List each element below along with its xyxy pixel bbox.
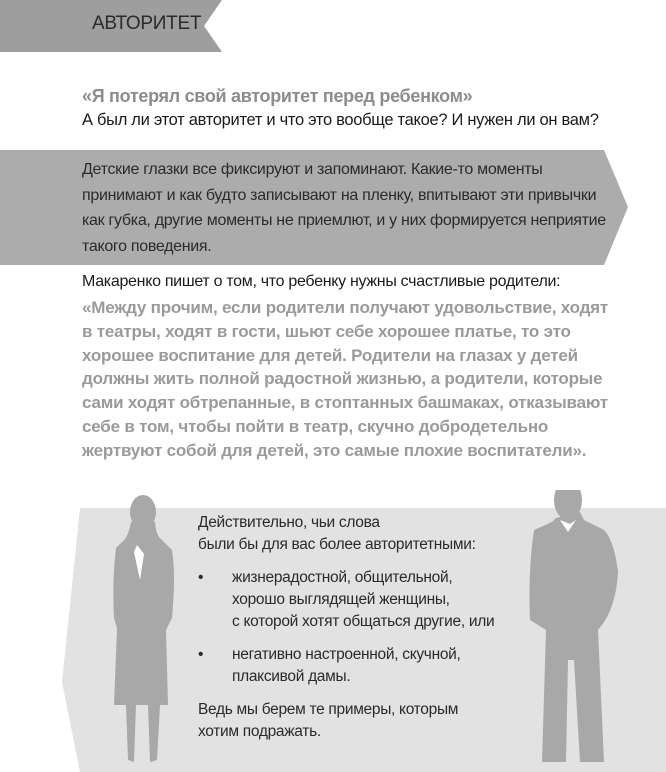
makarenko-lead: Макаренко пишет о том, что ребенку нужны счастливые родители: xyxy=(82,273,561,290)
bullet-line: плаксивой дамы. xyxy=(232,668,351,685)
conclusion-line: Ведь мы берем те примеры, которым xyxy=(198,701,459,718)
section-title: АВТОРИТЕТ xyxy=(92,13,202,34)
bullet-line: негативно настроенной, скучной, xyxy=(232,646,461,663)
conclusion-line: хотим подражать. xyxy=(198,723,321,740)
list-item xyxy=(198,567,528,633)
band-text: Детские глазки все фиксируют и запоминают. Какие-то моменты принимают и как будто записывают на пленку, впитывают эти привычки как губка, другие моменты не приемлют, и у них формируется неприятие такого поведения. xyxy=(82,161,606,255)
question-line: были бы для вас более авторитетными: xyxy=(198,536,476,553)
list-item xyxy=(198,644,528,688)
bullet-line: жизнерадостной, общительной, xyxy=(232,569,453,586)
bullet-icon: • xyxy=(198,646,204,663)
bullet-line: с которой хотят общаться другие, или xyxy=(232,613,495,630)
quote-title: «Я потерял свой авторитет перед ребенком» xyxy=(82,86,473,106)
bullet-line: хорошо выглядящей женщины, xyxy=(232,591,450,608)
question-line: Действительно, чьи слова xyxy=(198,514,380,531)
bullet-icon: • xyxy=(198,569,204,586)
makarenko-quote: «Между прочим, если родители получают удовольствие, ходят в театры, ходят в гости, шьют себе хорошее платье, то это хорошее воспитание для детей. Родители на глазах у детей должны жить полной радостной жизнью, а родители, которые сами ходят обтрепанные, в стоптанных башмаках, отказывают себе в том, чтобы пойти в театр, скучно добродетельно жертвуют собой для детей, это самые плохие воспитатели». xyxy=(82,298,609,460)
intro-question: А был ли этот авторитет и что это вообще такое? И нужен ли он вам? xyxy=(82,111,599,129)
bottom-text xyxy=(198,512,528,743)
